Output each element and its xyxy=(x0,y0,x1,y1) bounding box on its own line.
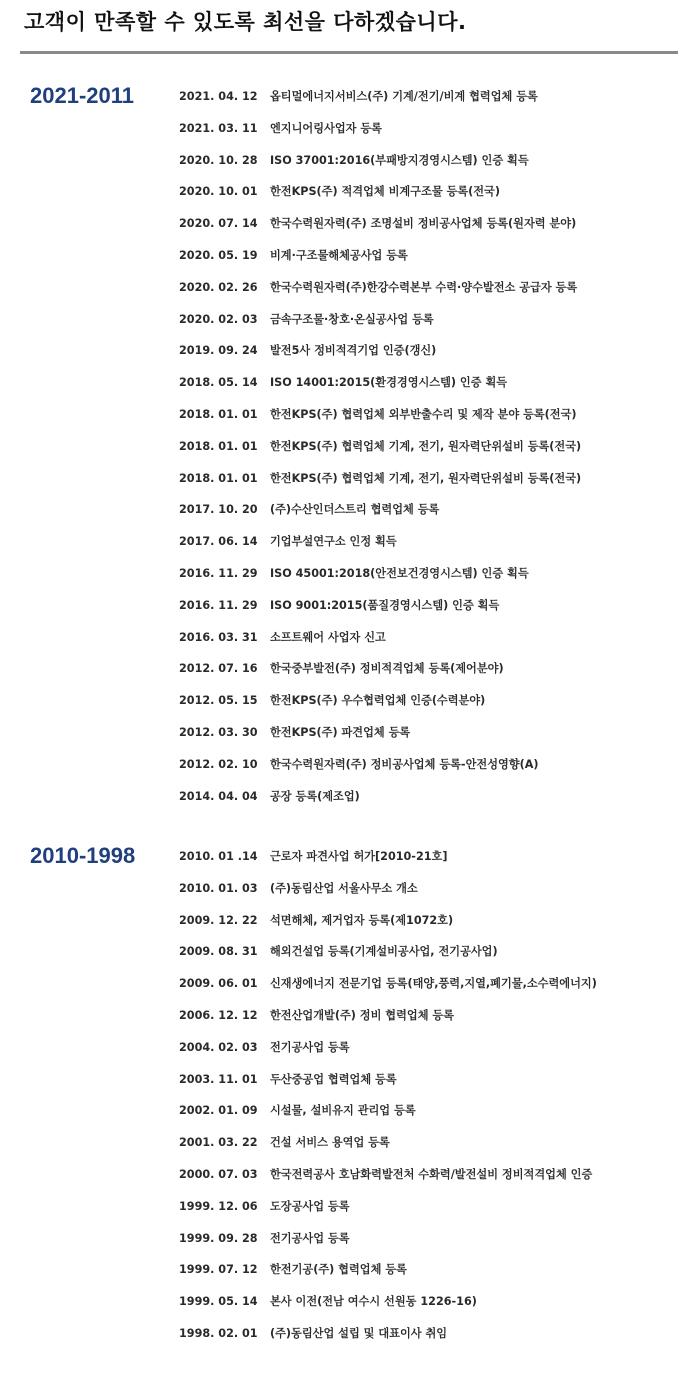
history-description: 한전KPS(주) 적격업체 비계구조물 등록(전국) xyxy=(270,185,500,199)
history-description: 금속구조물·창호·온실공사업 등록 xyxy=(270,312,434,326)
history-description: 한전KPS(주) 협력업체 기계, 전기, 원자력단위설비 등록(전국) xyxy=(270,439,582,453)
history-row xyxy=(179,693,581,725)
history-row xyxy=(179,502,581,534)
history-row xyxy=(179,1231,597,1263)
history-description: 한국전력공사 호남화력발전처 수화력/발전설비 정비적격업체 인증 xyxy=(270,1167,593,1181)
history-row xyxy=(179,976,597,1008)
history-description: 한전KPS(주) 파견업체 등록 xyxy=(270,725,411,739)
history-description: ISO 14001:2015(환경경영시스템) 인증 획득 xyxy=(270,376,508,390)
history-date: 2012. 02. 10 xyxy=(179,757,258,771)
history-date: 2001. 03. 22 xyxy=(179,1136,258,1150)
history-row xyxy=(179,1294,597,1326)
history-date: 2017. 10. 20 xyxy=(179,503,258,517)
history-description: 한전KPS(주) 협력업체 기계, 전기, 원자력단위설비 등록(전국) xyxy=(270,471,582,485)
history-row xyxy=(179,534,581,566)
history-date: 2014. 04. 04 xyxy=(179,789,258,803)
history-row xyxy=(179,1072,597,1104)
history-date: 2016. 03. 31 xyxy=(179,630,258,644)
history-row xyxy=(179,121,581,153)
history-description: 기업부설연구소 인정 획득 xyxy=(270,535,397,549)
history-description: 두산중공업 협력업체 등록 xyxy=(270,1072,397,1086)
history-date: 2020. 02. 26 xyxy=(179,280,258,294)
title-divider xyxy=(20,51,678,54)
history-date: 1999. 09. 28 xyxy=(179,1231,258,1245)
history-description: 한국수력원자력(주) 정비공사업체 등록-안전성영향(A) xyxy=(270,757,539,771)
history-row xyxy=(179,471,581,503)
history-date: 2012. 03. 30 xyxy=(179,725,258,739)
history-row xyxy=(179,216,581,248)
era-heading: 2021-2011 xyxy=(30,83,134,108)
history-row xyxy=(179,439,581,471)
history-description: 도장공사업 등록 xyxy=(270,1199,350,1213)
history-date: 2020. 07. 14 xyxy=(179,217,258,231)
history-description: 해외건설업 등록(기계설비공사업, 전기공사업) xyxy=(270,945,498,959)
history-description: 소프트웨어 사업자 신고 xyxy=(270,630,386,644)
history-date: 2018. 05. 14 xyxy=(179,376,258,390)
era-heading: 2010-1998 xyxy=(30,843,136,868)
history-row xyxy=(179,1040,597,1072)
history-row xyxy=(179,312,581,344)
history-date: 2009. 12. 22 xyxy=(179,913,258,927)
history-description: 비계·구조물해체공사업 등록 xyxy=(270,248,408,262)
history-description: 석면해체, 제거업자 등록(제1072호) xyxy=(270,913,454,927)
history-row xyxy=(179,661,581,693)
history-row xyxy=(179,913,597,945)
history-row xyxy=(179,566,581,598)
history-date: 2009. 06. 01 xyxy=(179,977,258,991)
page-title: 고객이 만족할 수 있도록 최선을 다하겠습니다. xyxy=(24,10,467,34)
history-description: 한전KPS(주) 우수협력업체 인증(수력분야) xyxy=(270,694,486,708)
history-row xyxy=(179,343,581,375)
history-row xyxy=(179,757,581,789)
history-date: 1998. 02. 01 xyxy=(179,1326,258,1340)
history-row xyxy=(179,1008,597,1040)
history-date: 2012. 07. 16 xyxy=(179,662,258,676)
history-row xyxy=(179,184,581,216)
history-list xyxy=(179,89,581,820)
history-row xyxy=(179,1103,597,1135)
history-date: 1999. 07. 12 xyxy=(179,1263,258,1277)
history-description: 엔지니어링사업자 등록 xyxy=(270,121,382,135)
history-description: 전기공사업 등록 xyxy=(270,1231,350,1245)
history-row xyxy=(179,280,581,312)
history-date: 2020. 05. 19 xyxy=(179,248,258,262)
history-date: 2012. 05. 15 xyxy=(179,694,258,708)
history-date: 2016. 11. 29 xyxy=(179,566,258,580)
history-row xyxy=(179,630,581,662)
history-date: 2003. 11. 01 xyxy=(179,1072,258,1086)
history-row xyxy=(179,1167,597,1199)
history-description: (주)수산인더스트리 협력업체 등록 xyxy=(270,503,440,517)
history-date: 2018. 01. 01 xyxy=(179,407,258,421)
history-date: 2010. 01. 03 xyxy=(179,881,258,895)
history-date: 1999. 05. 14 xyxy=(179,1295,258,1309)
history-description: (주)동림산업 설립 및 대표이사 취임 xyxy=(270,1326,448,1340)
history-date: 2009. 08. 31 xyxy=(179,945,258,959)
history-row xyxy=(179,1135,597,1167)
history-description: 한전KPS(주) 협력업체 외부반출수리 및 제작 분야 등록(전국) xyxy=(270,407,577,421)
history-date: 2000. 07. 03 xyxy=(179,1167,258,1181)
history-date: 2020. 02. 03 xyxy=(179,312,258,326)
history-description: 한전기공(주) 협력업체 등록 xyxy=(270,1263,407,1277)
history-description: 한국중부발전(주) 정비적격업체 등록(제어분야) xyxy=(270,662,504,676)
history-description: 옵티멀에너지서비스(주) 기계/전기/비계 협력업체 등록 xyxy=(270,90,538,103)
history-date: 2010. 01 .14 xyxy=(179,850,258,863)
history-description: ISO 45001:2018(안전보건경영시스템) 인증 획득 xyxy=(270,566,529,580)
history-row xyxy=(179,1262,597,1294)
history-description: 시설물, 설비유지 관리업 등록 xyxy=(270,1104,416,1118)
history-date: 2020. 10. 28 xyxy=(179,153,258,167)
history-description: 본사 이전(전남 여수시 선원동 1226-16) xyxy=(270,1295,477,1309)
history-row xyxy=(179,849,597,881)
history-row xyxy=(179,944,597,976)
history-description: 신재생에너지 전문기업 등록(태양,풍력,지열,폐기물,소수력에너지) xyxy=(270,977,597,991)
history-row xyxy=(179,598,581,630)
history-row xyxy=(179,407,581,439)
history-description: 발전5사 정비적격기업 인증(갱신) xyxy=(270,344,437,358)
history-date: 2021. 04. 12 xyxy=(179,90,258,103)
history-date: 2019. 09. 24 xyxy=(179,344,258,358)
history-row xyxy=(179,375,581,407)
history-description: ISO 9001:2015(품질경영시스템) 인증 획득 xyxy=(270,598,500,612)
history-description: 공장 등록(제조업) xyxy=(270,789,360,803)
history-description: 근로자 파견사업 허가[2010-21호] xyxy=(270,850,448,863)
history-row xyxy=(179,789,581,821)
history-row xyxy=(179,248,581,280)
history-date: 2017. 06. 14 xyxy=(179,535,258,549)
history-date: 2006. 12. 12 xyxy=(179,1008,258,1022)
history-date: 2021. 03. 11 xyxy=(179,121,258,135)
history-description: 전기공사업 등록 xyxy=(270,1040,350,1054)
history-description: 건설 서비스 용역업 등록 xyxy=(270,1136,390,1150)
history-row xyxy=(179,153,581,185)
history-description: (주)동림산업 서울사무소 개소 xyxy=(270,881,418,895)
history-date: 2016. 11. 29 xyxy=(179,598,258,612)
history-date: 2020. 10. 01 xyxy=(179,185,258,199)
history-row xyxy=(179,1199,597,1231)
history-row xyxy=(179,1326,597,1358)
history-description: ISO 37001:2016(부패방지경영시스템) 인증 획득 xyxy=(270,153,529,167)
history-list xyxy=(179,849,597,1358)
history-row xyxy=(179,89,581,121)
history-row xyxy=(179,725,581,757)
history-date: 2018. 01. 01 xyxy=(179,471,258,485)
history-description: 한전산업개발(주) 정비 협력업체 등록 xyxy=(270,1008,455,1022)
history-row xyxy=(179,881,597,913)
history-date: 2004. 02. 03 xyxy=(179,1040,258,1054)
history-description: 한국수력원자력(주)한강수력본부 수력·양수발전소 공급자 등록 xyxy=(270,280,578,294)
history-description: 한국수력원자력(주) 조명설비 정비공사업체 등록(원자력 분야) xyxy=(270,217,577,231)
history-date: 1999. 12. 06 xyxy=(179,1199,258,1213)
history-date: 2018. 01. 01 xyxy=(179,439,258,453)
history-date: 2002. 01. 09 xyxy=(179,1104,258,1118)
